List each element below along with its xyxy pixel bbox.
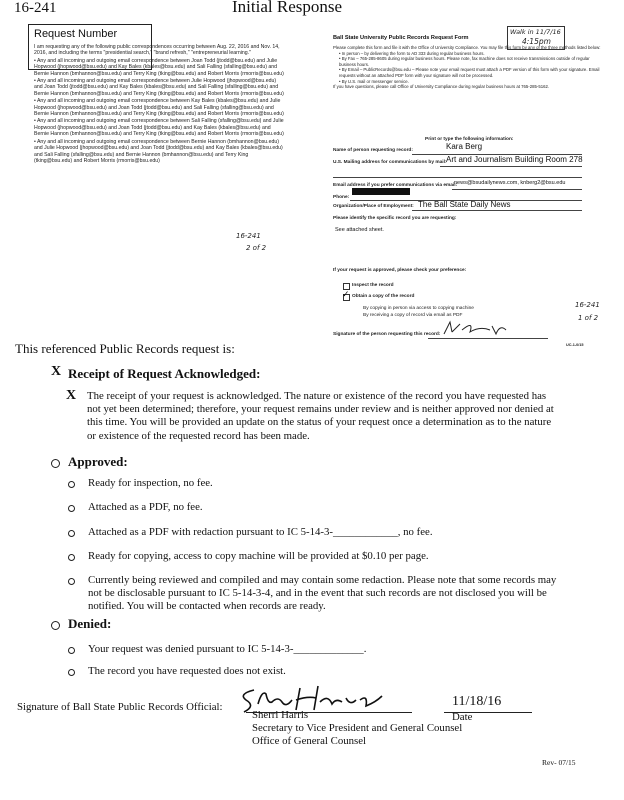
receipt-text-mark: X xyxy=(66,388,77,403)
instruction-line: • By Fax – 765-285-8605 during regular business hours. Please note, fax machine does not receive transmissions outside of regular business hours. xyxy=(339,56,590,67)
denied-heading: Denied: xyxy=(68,616,112,631)
identify-value: See attached sheet. xyxy=(335,227,384,233)
obtain-label: Obtain a copy of the record xyxy=(352,294,415,299)
email-label: Email address if you prefer communications via email: xyxy=(333,183,458,188)
stamp-line-1: Walk in 11/7/16 xyxy=(510,28,561,36)
org-line xyxy=(412,210,582,211)
identify-label: Please identify the specific record you are requesting: xyxy=(333,216,457,221)
copy-option-1: By copying in person via access to copying machine xyxy=(363,306,474,311)
revision-code: Rev- 07/15 xyxy=(542,758,576,767)
instruction-line: If you have questions, please call Office of University Compliance during regular business hours at 765-285-5162. xyxy=(333,84,550,90)
approved-option-bullet[interactable] xyxy=(68,554,75,561)
instruction-line: • By Email – PublicRecords@bsu.edu – Please note your email request must attach a PDF version of this form with your signature. Email requests without an attached PDF form with your signature will not be processed. xyxy=(339,67,600,78)
request-item: • Any and all incoming and outgoing email correspondence between Sali Falling (sfalling@bsu.edu) and Julie Hopwood (jhopwood@bsu.edu) and Joan Todd (jtodd@bsu.edu) and Kay Bales (kbales@bsu.edu) and Bernie Hannon (bmhannon@bsu.edu) and Terry King (tking@bsu.edu) and Robert Morris (rmorris@bsu.edu) xyxy=(34,118,284,138)
receipt-check-mark: X xyxy=(51,364,62,379)
denied-bullet[interactable] xyxy=(51,621,60,630)
approved-option-bullet[interactable] xyxy=(68,505,75,512)
approved-option-bullet[interactable] xyxy=(68,578,75,585)
name-value: Kara Berg xyxy=(446,142,483,151)
main-intro: This referenced Public Records request is: xyxy=(15,341,235,356)
receipt-text: The receipt of your request is acknowledged. The nature or existence of the record you have requested has not yet been determined; therefore, your request remains under review and is neither approved nor denied at this time. You will be provided an update on the status of your request once a determination as to the nature or existence of the requested record has been made. xyxy=(87,390,554,442)
official-title-1: Secretary to Vice President and General Counsel xyxy=(252,722,463,734)
name-label: Name of person requesting record: xyxy=(333,148,413,153)
request-item: • Any and all incoming and outgoing email correspondence between Joan Todd (jtodd@bsu.edu) and Julie Hopwood (jhopwood@bsu.edu) and Kay Bales (kbales@bsu.edu) and Sali Falling (sfalling@bsu.edu) and Bernie Hannon (bmhannon@bsu.edu) and Terry King (tking@bsu.edu) and Robert Morris (rmorris@bsu.edu) xyxy=(34,57,284,77)
approved-bullet[interactable] xyxy=(51,459,60,468)
page-note-right-top: 16-241 xyxy=(575,301,600,309)
requester-signature xyxy=(440,318,510,340)
date-value: 11/18/16 xyxy=(452,694,502,709)
address-label: U.S. Mailing address for communications by mail: xyxy=(333,160,447,165)
instruction-line: Please complete this form and file it with the Office of University Compliance. You may file this form by any of the three methods listed below: xyxy=(333,45,601,50)
instruction-line: • In person – by delivering the form to AD 333 during regular business hours. xyxy=(339,50,485,56)
approved-item: Attached as a PDF with redaction pursuant to IC 5-14-3-____________, no fee. xyxy=(88,526,433,538)
denied-item: Your request was denied pursuant to IC 5-14-3-_____________. xyxy=(88,643,367,655)
receipt-heading: Receipt of Request Acknowledged: xyxy=(68,366,261,381)
case-number: 16-241 xyxy=(14,0,57,16)
denied-option-bullet[interactable] xyxy=(68,647,75,654)
preference-label: If your request is approved, please check your preference: xyxy=(333,268,467,273)
requester-signature-label: Signature of the person requesting this record: xyxy=(333,332,441,337)
form-title: Ball State University Public Records Request Form xyxy=(333,35,469,41)
approved-heading: Approved: xyxy=(68,454,128,469)
page-title: Initial Response xyxy=(232,0,343,16)
inspect-checkbox[interactable] xyxy=(343,283,350,290)
approved-option-bullet[interactable] xyxy=(68,481,75,488)
phone-redaction xyxy=(352,188,410,195)
official-title-2: Office of General Counsel xyxy=(252,735,367,747)
address-value: Art and Journalism Building Room 278 xyxy=(446,155,583,164)
page-note-left-bottom: 2 of 2 xyxy=(246,244,267,252)
approved-item: Ready for inspection, no fee. xyxy=(88,477,213,489)
instruction-line: • By U.S. mail or messenger service. xyxy=(339,78,409,84)
inspect-label: Inspect the record xyxy=(352,283,394,288)
denied-option-bullet[interactable] xyxy=(68,669,75,676)
address-line xyxy=(440,166,582,167)
email-line xyxy=(452,189,582,190)
request-list xyxy=(34,44,284,165)
org-value: The Ball State Daily News xyxy=(418,200,511,209)
approved-item: Attached as a PDF, no fee. xyxy=(88,501,203,513)
request-item: • Any and all incoming and outgoing email correspondence between Kay Bales (kbales@bsu.edu) and Julie Hopwood (jhopwood@bsu.edu) and Joan Todd (jtodd@bsu.edu) and Sali Falling (sfalling@bsu.edu) and Bernie Hannon (bmhannon@bsu.edu) and Terry King (tking@bsu.edu) and Robert Morris (rmorris@bsu.edu) xyxy=(34,98,284,118)
email-value: news@bsudailynews.com, knberg2@bsu.edu xyxy=(454,180,566,186)
approved-item: Ready for copying, access to copy machine will be provided at $0.10 per page. xyxy=(88,550,429,562)
print-note: Print or type the following information: xyxy=(425,137,514,142)
approved-option-bullet[interactable] xyxy=(68,530,75,537)
obtain-checkmark: ✓ xyxy=(342,290,350,300)
copy-option-2: By receiving a copy of record via email as PDF xyxy=(363,313,463,318)
phone-label: Phone: xyxy=(333,195,350,200)
form-code: UC-1-0/15 xyxy=(566,343,584,347)
stamp-line-2: 4:15pm xyxy=(522,37,551,46)
page-note-right-bottom: 1 of 2 xyxy=(578,314,599,322)
denied-item: The record you have requested does not exist. xyxy=(88,665,286,677)
date-label: Date xyxy=(452,711,473,723)
request-item: • Any and all incoming and outgoing email correspondence between Bernie Hannon (bmhannon@bsu.edu) and Julie Hopwood (jhopwood@bsu.edu) and Joan Todd (jtodd@bsu.edu) and Kay Bales (kbales@bsu.edu) and Sali Falling (sfalling@bsu.edu) and Bernie Hannon (bmhannon@bsu.edu) and Terry King (tking@bsu.edu) and Robert Morris (rmorris@bsu.edu) xyxy=(34,138,283,164)
official-name: Sherri Harris xyxy=(252,709,309,721)
org-label: Organization/Place of Employment: xyxy=(333,204,414,209)
form-instructions xyxy=(333,45,603,90)
page-note-left-top: 16-241 xyxy=(236,232,261,240)
request-item: • Any and all incoming and outgoing email correspondence between Julie Hopwood (jhopwood@bsu.edu) and Joan Todd (jtodd@bsu.edu) and Kay Bales (kbales@bsu.edu) and Sali Falling (sfalling@bsu.edu) and Bernie Hannon (bmhannon@bsu.edu) and Terry King (tking@bsu.edu) and Robert Morris (rmorris@bsu.edu) xyxy=(34,78,284,97)
official-signature-label: Signature of Ball State Public Records Official: xyxy=(17,701,223,713)
approved-item: Currently being reviewed and compiled and may contain some redaction. Please note that some records may not be disclosable pursuant to IC 5-14-3-4, and in the event that such records are not disclosed you will be notified. You will be contacted when records are ready. xyxy=(88,574,557,613)
request-number-title: Request Number xyxy=(34,28,118,40)
request-intro: I am requesting any of the following public correspondences occurring between Aug. 22, 2016 and Nov. 14, 2016, and including the terms "presidential search," "brand refresh," "entrepreneurial learning." xyxy=(34,44,280,57)
address-line-2 xyxy=(333,177,582,178)
